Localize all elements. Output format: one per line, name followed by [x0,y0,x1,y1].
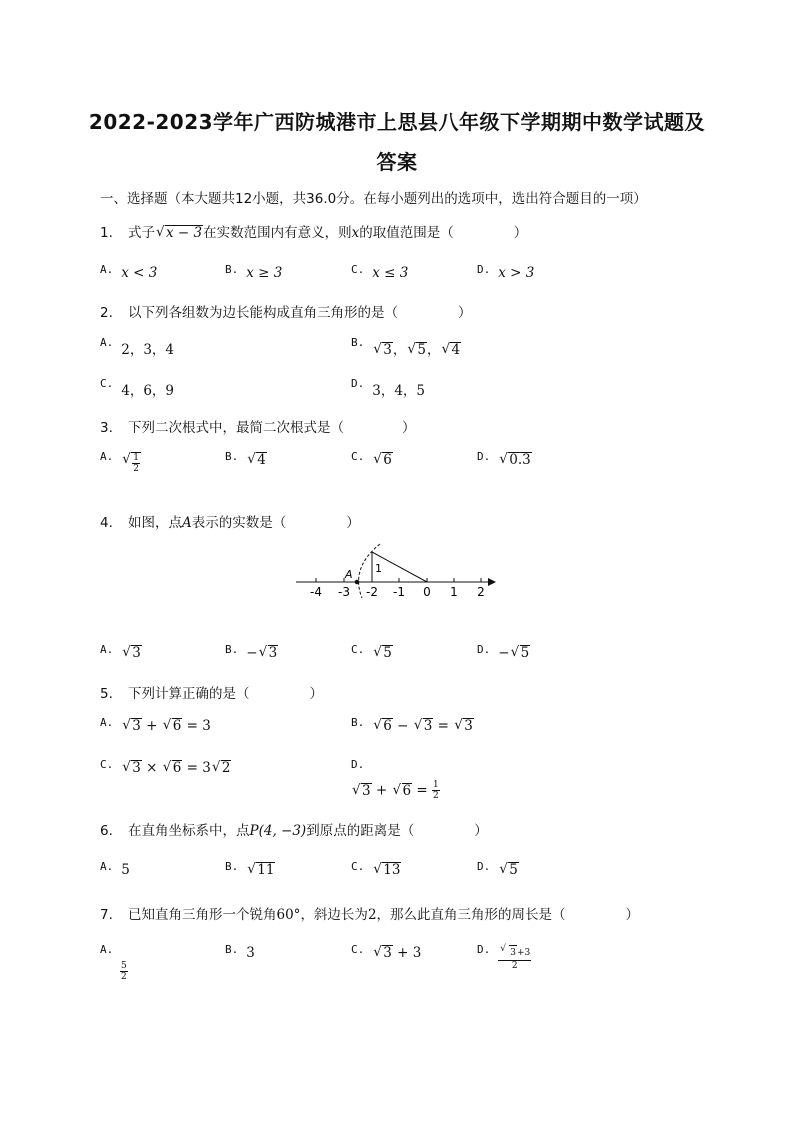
variable: x [351,225,360,241]
number-line-figure [290,538,505,606]
option-d[interactable]: $^{D.}$√ 5 [477,862,519,878]
question-text: 已知直角三角形一个锐角 [128,907,277,923]
option-d[interactable]: $^{D.}$ 3，4，5 [351,377,426,399]
hypotenuse-value: 2 [367,907,377,923]
sqrt-expression: √ x − 3 [156,225,203,241]
option-a[interactable]: $^{A.}$ $\frac{5}{2}$ [100,943,127,982]
angle-value: 60° [276,907,301,923]
option-a[interactable]: $^{A.}$√ 3 [100,645,142,661]
label-a: A [345,568,353,581]
svg-text:1: 1 [450,585,458,599]
option-d[interactable]: $^{D.}$√ 0.3 [477,452,532,468]
svg-text:-2: -2 [366,585,378,599]
option-c[interactable]: $^{C.}$√ 5 [351,645,393,661]
question-2: 2. 以下列各组数为边长能构成直角三角形的是（ ） [100,305,472,321]
question-text: ，那么此直角三角形的周长是（ [376,907,566,923]
point-a [355,580,360,585]
question-number: 1. [100,225,113,241]
option-d[interactable]: $^{D.}$ √ 3 + √ 6 = $\frac{1}{2}$ [351,760,440,801]
section-heading: 一、选择题（本大题共12小题，共36.0分。在每小题列出的选项中，选出符合题目的一项） [100,191,647,207]
option-c[interactable]: $^{C.}$ x ≤ 3 [351,263,409,281]
option-c[interactable]: $^{C.}$√ 6 [351,452,393,468]
doc-title-line-2: 答案 [376,150,418,174]
question-3: 3. 下列二次根式中，最简二次根式是（ ） [100,420,416,436]
option-b[interactable]: $^{B.}$√ 6 − √ 3 = √ 3 [351,718,474,734]
option-c[interactable]: $^{C.}$√ 3 × √ 6 = 3√ 2 [100,760,231,776]
question-number: 4. [100,515,113,531]
question-text: 式子 [128,225,155,241]
question-text: 如图，点 [128,515,182,531]
option-d[interactable]: $^{D.}$ x > 3 [477,263,535,281]
svg-text:-4: -4 [310,585,322,599]
option-c[interactable]: $^{C.}$√ 3 + 3 [351,945,421,961]
option-b[interactable]: $^{B.}$√ 4 [225,452,267,468]
question-1: 1. 式子√ x − 3在实数范围内有意义，则x的取值范围是（ ） [100,221,527,241]
variable: A [182,515,192,531]
question-text: 的取值范围是（ [359,225,454,241]
option-a[interactable]: $^{A.}$√ 3 + √ 6 = 3 [100,718,211,734]
question-number: 3. [100,420,113,436]
option-b[interactable]: $^{B.}$ x ≥ 3 [225,263,283,281]
option-d[interactable]: $^{D.}$ −√ 5 [477,645,530,661]
svg-text:-3: -3 [338,585,350,599]
question-7: 7. 已知直角三角形一个锐角60°，斜边长为2，那么此直角三角形的周长是（ ） [100,907,640,923]
question-4: 4. 如图，点A表示的实数是（ ） [100,515,360,531]
option-b[interactable]: $^{B.}$ 3 [225,943,255,961]
option-b[interactable]: $^{B.}$√ 3，√ 5，√ 4 [351,338,461,358]
question-text: 到原点的距离是（ [306,823,415,839]
question-text: ，斜边长为 [300,907,368,923]
ticks [316,578,481,582]
arrow-head [488,578,496,586]
doc-title-line-1: 2022-2023学年广西防城港市上思县八年级下学期期中数学试题及 [88,110,706,134]
question-text: 以下列各组数为边长能构成直角三角形的是（ [128,305,398,321]
question-number: 6. [100,823,113,839]
question-5: 5. 下列计算正确的是（ ） [100,686,323,702]
question-text: 在实数范围内有意义，则 [203,225,352,241]
option-c[interactable]: $^{C.}$√ 13 [351,862,401,878]
option-a[interactable]: $^{A.}$ 5 [100,860,130,878]
option-a[interactable]: $^{A.}$ √ $\frac{1}{2}$ [100,452,141,474]
label-1: 1 [375,562,382,575]
question-6: 6. 在直角坐标系中，点P(4, −3)到原点的距离是（ ） [100,823,488,839]
svg-text:2: 2 [477,585,485,599]
svg-text:-1: -1 [393,585,405,599]
option-c[interactable]: $^{C.}$ 4，6，9 [100,377,175,399]
question-number: 2. [100,305,113,321]
option-b[interactable]: $^{B.}$ −√ 3 [225,645,278,661]
option-a[interactable]: $^{A.}$ x < 3 [100,263,158,281]
point-p: P(4, −3) [249,823,307,839]
question-text: 在直角坐标系中，点 [128,823,250,839]
option-a[interactable]: $^{A.}$ 2，3，4 [100,336,175,358]
question-text: 下列二次根式中，最简二次根式是（ [128,420,344,436]
question-number: 5. [100,686,113,702]
question-number: 7. [100,907,113,923]
tick-labels [310,585,485,599]
question-text: 表示的实数是（ [191,515,287,531]
svg-text:0: 0 [423,585,431,599]
question-text: 下列计算正确的是（ [128,686,250,702]
option-b[interactable]: $^{B.}$√ 11 [225,862,275,878]
option-d[interactable]: $^{D.}$ √ $\frac{3+3}{2}$ [477,945,531,971]
